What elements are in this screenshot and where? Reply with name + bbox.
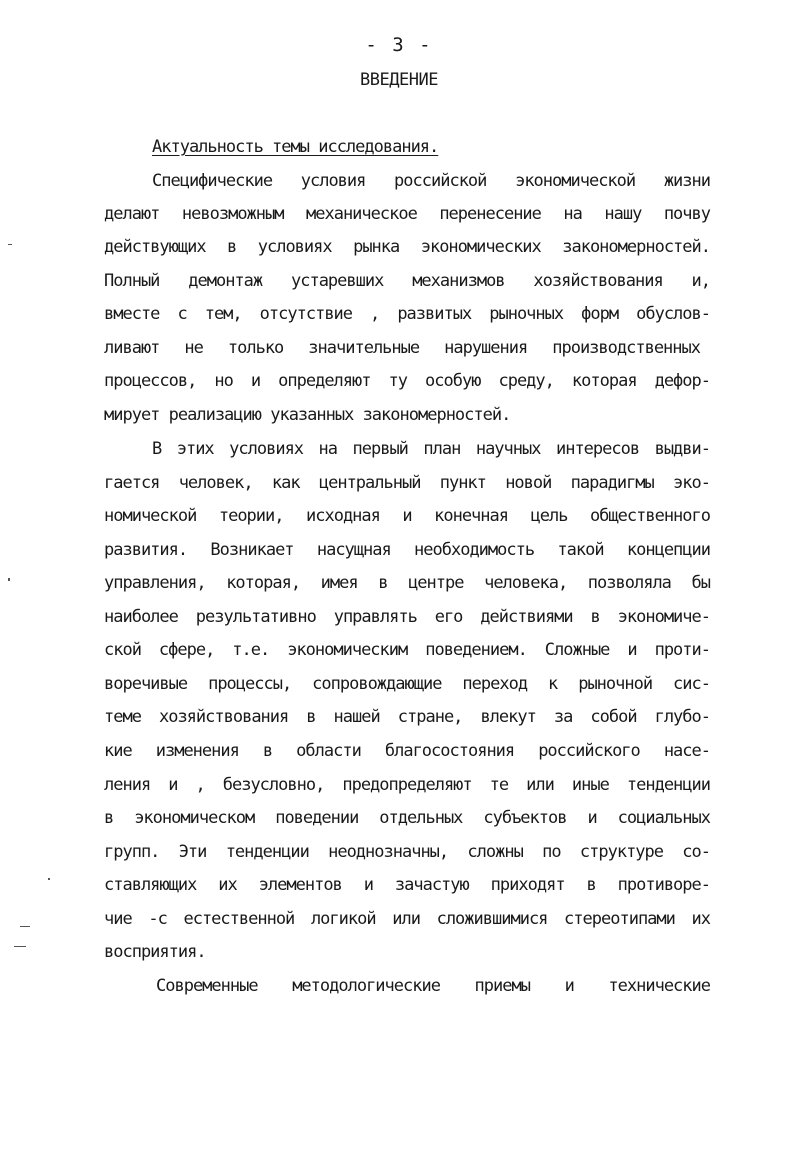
text-line: номической теории, исходная и конечная цель общественного xyxy=(104,506,710,526)
text-line: гается человек, как центральный пункт новой парадигмы эко- xyxy=(104,473,710,493)
scan-mark xyxy=(8,578,10,581)
text-line: действующих в условиях рынка экономических закономерностей. xyxy=(104,237,710,257)
text-line: воречивые процессы, сопровождающие переход к рыночной сис- xyxy=(104,674,710,694)
page-number: - 3 - xyxy=(365,34,433,56)
text-line: Современные методологические приемы и технические xyxy=(156,976,710,996)
text-line: ливают не только значительные нарушения производственных xyxy=(104,338,700,358)
text-line: кие изменения в области благосостояния российского насе- xyxy=(104,741,710,761)
text-line: чие -с естественной логикой или сложившимися стереотипами их xyxy=(104,909,710,929)
text-line: восприятия. xyxy=(104,942,206,962)
text-line: развития. Возникает насущная необходимость такой концепции xyxy=(104,540,710,560)
text-line: вместе с тем, отсутствие , развитых рыночных форм обуслов- xyxy=(104,304,710,324)
scan-mark xyxy=(8,244,12,245)
text-line: управления, которая, имея в центре человека, позволяла бы xyxy=(104,573,710,593)
text-line: в экономическом поведении отдельных субъектов и социальных xyxy=(104,808,710,828)
text-line: ской сфере, т.е. экономическим поведением. Сложные и проти- xyxy=(104,640,710,660)
text-line: Специфические условия российской экономической жизни xyxy=(152,171,710,191)
text-line: ставляющих их элементов и зачастую приходят в противоре- xyxy=(104,875,710,895)
section-title: ВВЕДЕНИЕ xyxy=(360,70,438,90)
text-line: делают невозможным механическое перенесение на нашу почву xyxy=(104,204,710,224)
scan-mark xyxy=(14,946,26,947)
text-line: теме хозяйствования в нашей стране, влекут за собой глубо- xyxy=(104,707,710,727)
subheading: Актуальность темы исследования. xyxy=(152,137,439,157)
text-line: мирует реализацию указанных закономерностей. xyxy=(104,405,511,425)
text-line: групп. Эти тенденции неоднозначны, сложны по структуре со- xyxy=(104,842,710,862)
scan-mark xyxy=(20,926,30,927)
text-line: ления и , безусловно, предопределяют те или иные тенденции xyxy=(104,775,710,795)
text-line: наиболее результативно управлять его действиями в экономиче- xyxy=(104,607,710,627)
text-line: процессов, но и определяют ту особую среду, которая дефор- xyxy=(104,371,710,391)
scan-mark xyxy=(48,878,50,880)
text-line: В этих условиях на первый план научных интересов выдви- xyxy=(152,439,710,459)
text-line: Полный демонтаж устаревших механизмов хозяйствования и, xyxy=(104,271,710,291)
